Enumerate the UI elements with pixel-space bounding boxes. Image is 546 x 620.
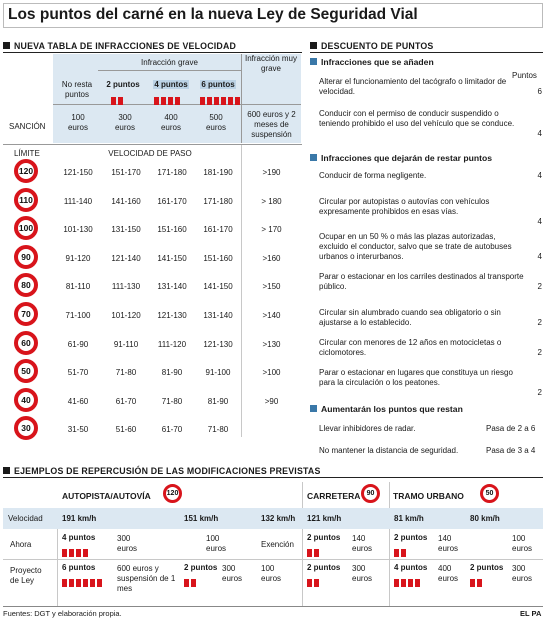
speed-cell: 131-140 [203,311,233,320]
ahora-label: Ahora [10,540,32,549]
footer-brand: EL PA [520,609,542,618]
col-head-1: 2 puntos [106,80,140,89]
limit-sign-40: 40 [14,388,38,412]
speed-cell: 81-90 [161,368,183,378]
infraction-text: Alterar el funcionamiento del tacógrafo o limitador de velocidad. [319,77,507,96]
speed-cell: > 180 [261,196,282,206]
proyecto-c4-money: 300 euros [352,564,373,583]
infraction-text: Circular con menores de 12 años en motocicletas o ciclomotores. [319,338,502,357]
speed-cell: 81-90 [207,396,229,406]
speed-cell: 61-70 [161,425,183,435]
sign-autopista: 120 [163,484,182,503]
sub-dejaran: Infracciones que dejarán de restar puntos [310,153,492,163]
speed-cell: 71-100 [65,311,91,320]
speed-cell: 41-60 [67,396,89,406]
example-speed-4: 81 km/h [394,514,424,523]
speed-cell: 181-190 [203,168,233,177]
infraction-text: Conducir con el permiso de conducir suspendido o teniendo prohibido el uso del vehículo que se conduce. [319,109,515,128]
ahora-c1-pts: 4 puntos [62,533,96,542]
limit-sign-80: 80 [14,273,38,297]
ahora-c6-money: 100 euros [512,534,533,553]
ahora-c2-money: 100 euros [206,534,227,553]
speed-cell: 121-130 [157,311,187,320]
group-urbano: TRAMO URBANO [393,491,464,501]
sancion-2: 400 euros [160,113,181,132]
ahora-c5-pts: 2 puntos [394,533,428,542]
example-speed-2: 132 km/h [261,514,296,523]
speed-cell: >140 [262,311,281,320]
speed-cell: 101-120 [111,311,141,320]
speed-cell: >90 [264,396,279,406]
speed-cell: 51-70 [67,368,89,378]
limit-sign-120: 120 [14,159,38,183]
infraction-text: Circular sin alumbrado cuando sea obligatorio o sin ajustarse a lo establecido. [319,308,501,327]
proyecto-c1-pts: 6 puntos [62,563,96,572]
speed-cell: 161-170 [157,196,187,206]
speed-cell: 171-180 [203,196,233,206]
proyecto-c2-money: 300 euros [222,564,243,583]
limit-sign-50: 50 [14,359,38,383]
speed-cell: 71-80 [115,368,137,378]
speed-cell: 141-160 [111,196,141,206]
infraction-points: 4 [537,217,542,226]
group-autopista: AUTOPISTA/AUTOVÍA [62,491,151,501]
infraction-points: Pasa de 2 a 6 [486,424,536,433]
sign-urbano: 50 [480,484,499,503]
speed-cell: 111-120 [157,339,187,349]
speed-cell: 121-130 [203,339,233,349]
speed-cell: 151-160 [157,225,187,235]
speed-cell: 111-140 [63,196,93,206]
speed-cell: >150 [262,282,281,292]
infraction-points: 4 [537,252,542,261]
sancion-4: 600 euros y 2 meses de suspensión [247,110,296,139]
infraction-text: Parar o estacionar en los carriles destinados al transporte público. [319,272,524,291]
col-head-0: No resta puntos [61,80,93,99]
sancion-0: 100 euros [67,113,88,132]
speed-cell: 101-130 [63,225,93,235]
sancion-3: 500 euros [205,113,226,132]
proyecto-c5-money: 400 euros [438,564,459,583]
speed-cell: 131-140 [157,282,187,292]
speed-cell: 91-120 [65,253,91,263]
infraction-points: 4 [537,171,542,180]
speed-cell: 121-140 [111,253,141,263]
page-title: Los puntos del carné en la nueva Ley de Seguridad Vial [8,6,418,23]
limit-sign-110: 110 [14,188,38,212]
grave-header: Infracción grave [141,58,198,67]
speed-cell: >160 [262,253,281,263]
speed-cell: 91-100 [205,368,231,378]
example-speed-5: 80 km/h [470,514,500,523]
limit-sign-60: 60 [14,331,38,355]
infraction-points: Pasa de 3 a 4 [486,446,536,455]
ahora-c4-pts: 2 puntos [307,533,341,542]
ahora-c4-money: 140 euros [352,534,373,553]
speed-cell: >190 [262,168,281,177]
speed-cell: 31-50 [67,425,89,435]
infraction-text: Ocupar en un 50 % o más las plazas autorizadas, excluido el conductor, salvo que se trate de autobuses urbanos o interurbanos. [319,232,512,261]
col-head-3: 6 puntos [201,80,235,89]
infraction-text: No mantener la distancia de seguridad. [319,446,459,455]
infraction-text: Circular por autopistas o autovías con vehículos expresamente prohibidos en esas vías. [319,197,490,216]
proyecto-c6-money: 300 euros [512,564,533,583]
section-descuento: DESCUENTO DE PUNTOS [310,41,433,51]
example-speed-0: 191 km/h [62,514,97,523]
infraction-points: 2 [537,318,542,327]
sub-aumentaran: Aumentarán los puntos que restan [310,404,463,414]
limit-sign-30: 30 [14,416,38,440]
speed-cell: 161-170 [203,225,233,235]
ahora-c1-money: 300 euros [117,534,138,553]
speed-cell: 91-110 [113,339,139,349]
speed-cell: 151-160 [203,253,233,263]
infraction-text: Parar o estacionar en lugares que constituya un riesgo para la circulación o los peatones. [319,368,513,387]
proyecto-label: Proyecto de Ley [10,566,42,585]
proyecto-c2-pts: 2 puntos [184,563,218,572]
speed-cell: 171-180 [157,168,187,177]
speed-cell: 141-150 [157,253,187,263]
velocidad-paso-label: VELOCIDAD DE PASO [108,149,192,158]
limit-sign-90: 90 [14,245,38,269]
example-speed-1: 151 km/h [184,514,219,523]
speed-cell: 151-170 [111,168,141,177]
proyecto-c3-money: 100 euros [261,564,282,583]
sub-anaden: Infracciones que se añaden [310,57,434,67]
speed-cell: 141-150 [203,282,233,292]
speed-cell: 81-110 [65,282,91,292]
sancion-label: SANCIÓN [9,122,46,131]
speed-cell: 71-80 [207,425,229,435]
speed-cell: 61-70 [115,396,137,406]
speed-cell: 131-150 [111,225,141,235]
footer-source: Fuentes: DGT y elaboración propia. [3,609,122,618]
group-carretera: CARRETERA [307,491,361,501]
puntos-label: Puntos [512,71,537,80]
infraction-text: Conducir de forma negligente. [319,171,427,180]
sign-carretera: 90 [361,484,380,503]
infraction-points: 2 [537,348,542,357]
ahora-c3: Exención [261,540,294,549]
section-ejemplos: EJEMPLOS DE REPERCUSIÓN DE LAS MODIFICACIONES PREVISTAS [3,466,321,476]
ahora-c5-money: 140 euros [438,534,459,553]
proyecto-c1-money: 600 euros y suspensión de 1 mes [117,564,176,593]
limit-sign-70: 70 [14,302,38,326]
infraction-points: 6 [537,87,542,96]
limit-sign-100: 100 [14,216,38,240]
infraction-points: 2 [537,282,542,291]
limite-label: LÍMITE [14,149,40,158]
section-velocidad: NUEVA TABLA DE INFRACCIONES DE VELOCIDAD [3,41,236,51]
speed-cell: 121-150 [63,168,93,177]
speed-cell: 71-80 [161,396,183,406]
speed-cell: 61-90 [67,339,89,349]
sancion-1: 300 euros [114,113,135,132]
infraction-points: 2 [537,388,542,397]
speed-cell: >100 [262,368,281,378]
muy-grave-header: Infracción muy grave [244,54,298,73]
proyecto-c6-pts: 2 puntos [470,563,504,572]
col-head-2: 4 puntos [154,80,188,89]
velocidad-label: Velocidad [8,514,43,523]
speed-cell: 111-130 [111,282,141,292]
speed-cell: >130 [262,339,281,349]
example-speed-3: 121 km/h [307,514,342,523]
infraction-text: Llevar inhibidores de radar. [319,424,416,433]
proyecto-c4-pts: 2 puntos [307,563,341,572]
speed-cell: 51-60 [115,425,137,435]
infraction-points: 4 [537,129,542,138]
proyecto-c5-pts: 4 puntos [394,563,428,572]
speed-cell: > 170 [261,225,282,235]
